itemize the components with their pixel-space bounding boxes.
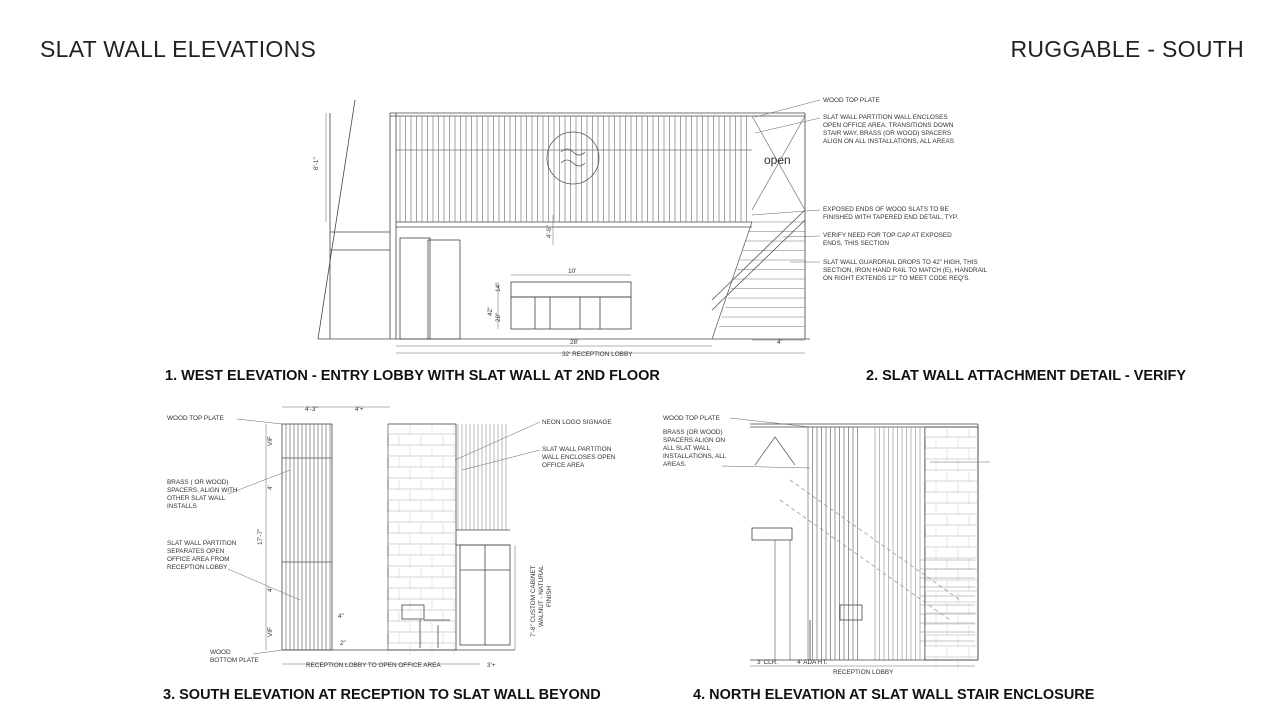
open-sign-text: open — [764, 153, 791, 167]
west-elevation-notes — [823, 97, 989, 282]
dim-w28: 28' — [570, 339, 579, 346]
note-verify-top-cap: VERIFY NEED FOR TOP CAP AT EXPOSED ENDS, THIS SECTION — [823, 232, 952, 247]
dim-s-bottom-r: 3'+ — [487, 662, 496, 669]
dim-s-4b: 4' — [267, 587, 274, 592]
note-s-slat-partition: SLAT WALL PARTITION SEPARATES OPEN OFFICE AREA FROM RECEPTION LOBBY — [167, 540, 237, 571]
note-neon-logo: NEON LOGO SIGNAGE — [542, 419, 612, 426]
note-wood-top-plate: WOOD TOP PLATE — [823, 97, 880, 104]
dim-desk-width: 10' — [568, 268, 577, 275]
dim-h14: 14" — [495, 282, 502, 292]
note-s-bottom-plate: WOOD BOTTOM PLATE — [210, 649, 259, 664]
west-elevation-drawing — [318, 100, 820, 353]
dim-s-small2: 2" — [340, 640, 346, 647]
dim-s-vif2: VIF — [267, 627, 274, 637]
north-elevation-drawing — [722, 418, 990, 669]
dim-s-top-a: 4'-3" — [305, 406, 318, 413]
dim-n-clr: 3' CLR. — [757, 659, 779, 666]
dim-s-4a: 4' — [267, 485, 274, 490]
dim-n-ada: 4' ADA HT. — [797, 659, 828, 666]
caption-west-elevation: 1. WEST ELEVATION - ENTRY LOBBY WITH SLAT WALL AT 2ND FLOOR — [165, 368, 660, 384]
note-s-wood-top-plate: WOOD TOP PLATE — [167, 415, 224, 422]
page-title: SLAT WALL ELEVATIONS — [40, 36, 317, 62]
note-slat-partition: SLAT WALL PARTITION WALL ENCLOSES OPEN OFFICE AREA, TRANSITIONS DOWN STAIR WAY. BRASS (OR WOOD) SPACERS ALIGN ON ALL INSTALLATIONS, ALL AREAS — [823, 114, 955, 145]
dim-s-total-h: 17'-7" — [257, 528, 264, 545]
note-custom-cabinet: 7'-8" CUSTOM CABINET WALNUT - NATURAL FINISH — [530, 565, 553, 637]
note-n-wood-top-plate: WOOD TOP PLATE — [663, 415, 720, 422]
dim-n-bottom: RECEPTION LOBBY — [833, 669, 894, 676]
sloped-line — [318, 100, 355, 339]
fig4-slats — [808, 427, 925, 660]
dim-west-height: 8'-1" — [313, 157, 320, 170]
south-elevation-notes — [167, 415, 617, 664]
note-s-partition-wall: SLAT WALL PARTITION WALL ENCLOSES OPEN OFFICE AREA — [542, 446, 616, 469]
caption-attachment-detail: 2. SLAT WALL ATTACHMENT DETAIL - VERIFY — [866, 368, 1187, 384]
note-guardrail: SLAT WALL GUARDRAIL DROPS TO 42" HIGH, THIS SECTION, IRON HAND RAIL TO MATCH (E), HANDRAIL ON RIGHT EXTENDS 12" TO MEET CODE REQ'S. — [823, 259, 987, 282]
dim-west-mid: 4'-6" — [546, 225, 553, 238]
dim-total-lobby: 32' RECEPTION LOBBY — [562, 351, 633, 358]
dim-h28: 28" — [495, 312, 502, 322]
project-name: RUGGABLE - SOUTH — [1010, 36, 1244, 62]
neon-logo-circle — [547, 132, 599, 184]
fig3-slats-beyond — [458, 424, 506, 530]
fig1-stair — [712, 222, 805, 339]
dim-w4: 4' — [777, 339, 782, 346]
dim-h42: 42" — [487, 306, 494, 316]
dim-s-top-b: 4'+ — [355, 406, 364, 413]
dim-s-bottom: RECEPTION LOBBY TO OPEN OFFICE AREA — [306, 662, 441, 669]
caption-south-elevation: 3. SOUTH ELEVATION AT RECEPTION TO SLAT WALL BEYOND — [163, 687, 601, 703]
fig4-brick-pattern — [925, 427, 978, 669]
north-elevation-notes — [663, 415, 894, 676]
note-exposed-ends: EXPOSED ENDS OF WOOD SLATS TO BE FINISHED WITH TAPERED END DETAIL, TYP. — [823, 206, 959, 221]
caption-north-elevation: 4. NORTH ELEVATION AT SLAT WALL STAIR ENCLOSURE — [693, 687, 1095, 703]
note-s-brass-spacers: BRASS ( OR WOOD) SPACERS, ALIGN WITH OTHER SLAT WALL INSTALLS — [167, 479, 238, 510]
dim-s-vif1: VIF — [267, 436, 274, 446]
note-n-brass-spacers: BRASS (OR WOOD) SPACERS ALIGN ON ALL SLAT WALL INSTALLATIONS, ALL AREAS. — [663, 429, 727, 468]
south-elevation-drawing — [228, 407, 540, 664]
brick-wall — [388, 424, 456, 650]
reception-desk-top — [511, 282, 631, 297]
dim-s-small4: 4" — [338, 613, 344, 620]
